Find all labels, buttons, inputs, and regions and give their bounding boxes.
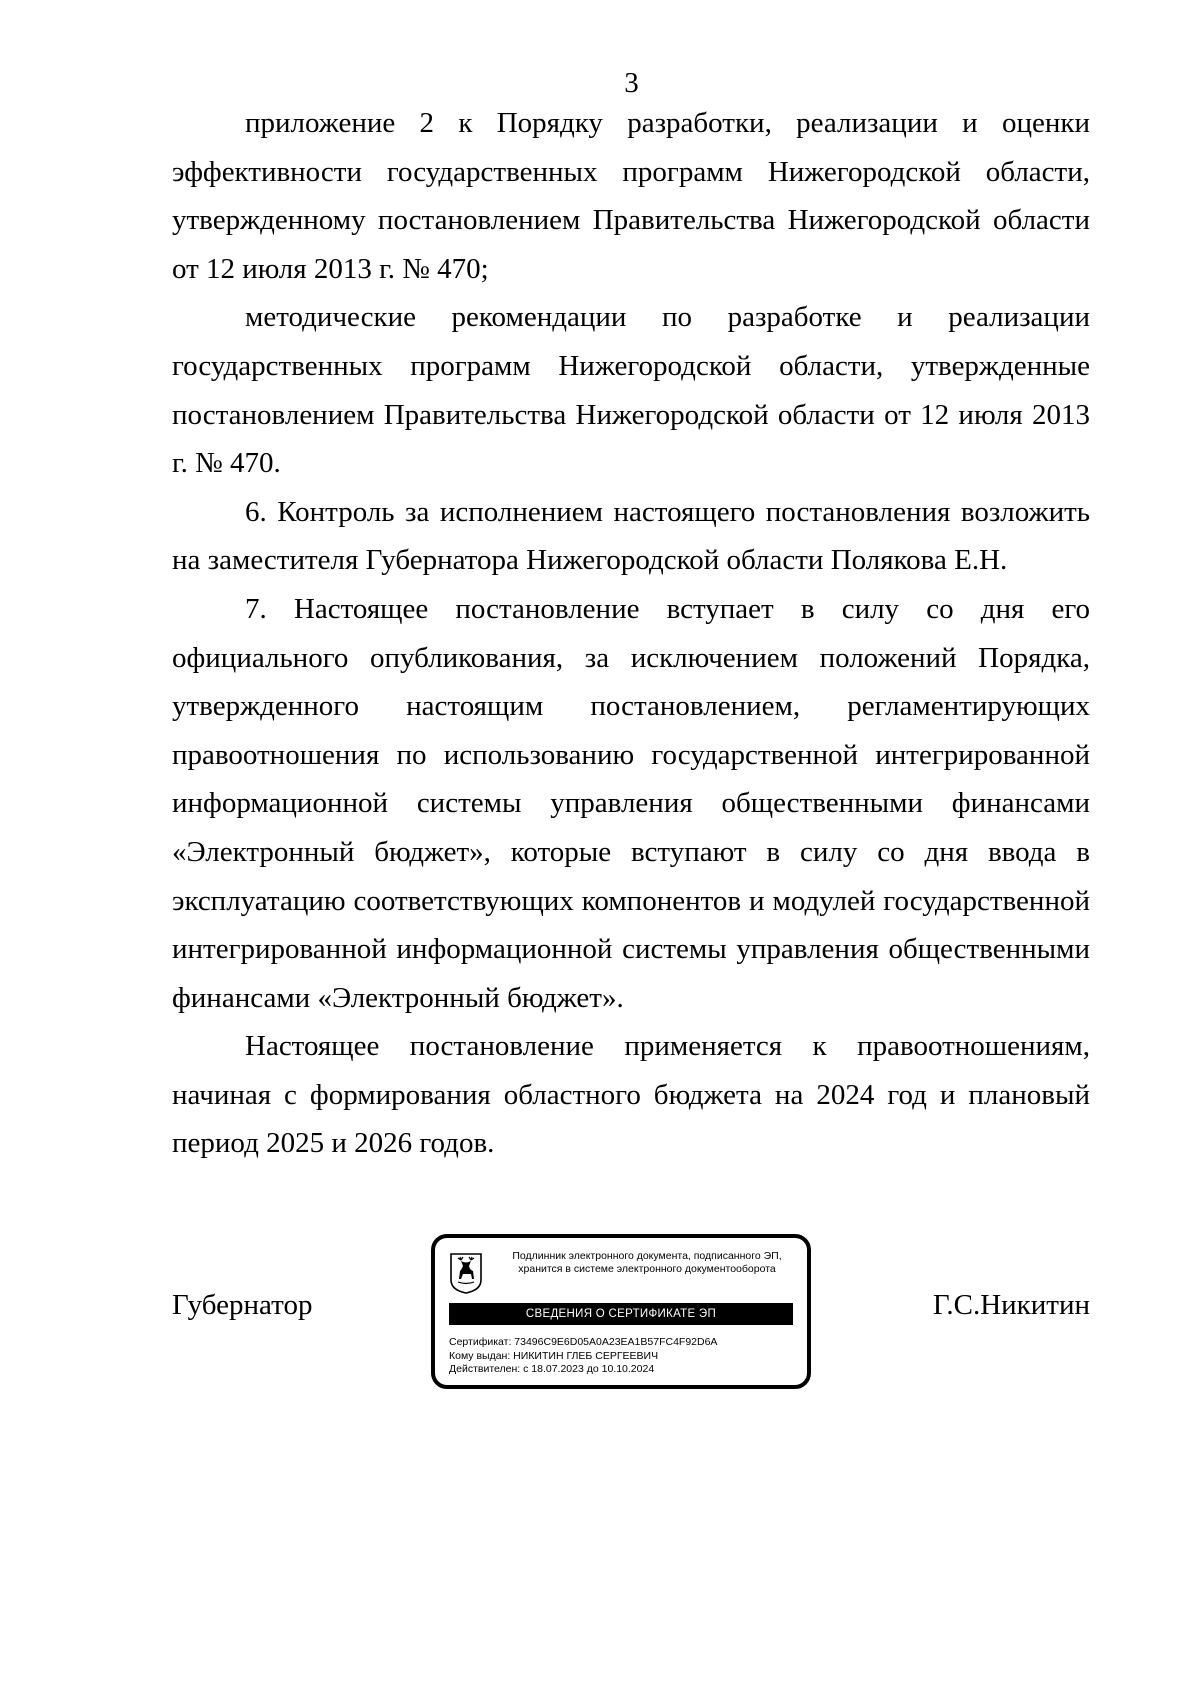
paragraph-applicability: Настоящее постановление применяется к правоотношениям, начиная с формирования областного бюджета на 2024 год и плановый период 2025 и 2026 годов. xyxy=(172,1030,1090,1160)
deer-emblem-icon xyxy=(449,1252,483,1294)
stamp-header-line-2: хранится в системе электронного документооборота xyxy=(518,1263,776,1275)
certificate-validity: Действителен: с 18.07.2023 до 10.10.2024 xyxy=(449,1363,655,1375)
page-number: 3 xyxy=(624,67,639,99)
paragraph-item-6: 6. Контроль за исполнением настоящего постановления возложить на заместителя Губернатора Нижегородской области Полякова Е.Н. xyxy=(172,495,1090,577)
stamp-certificate-details xyxy=(449,1336,799,1377)
paragraph-item-7: 7. Настоящее постановление вступает в силу со дня его официального опубликования, за исключением положений Порядка, утвержденного настоящим постановлением, регламентирующих правоотношения по использованию государственной интегрированной информационной системы управления общественными финансами «Электронный бюджет», которые вступают в силу со дня ввода в эксплуатацию соответствующих компонентов и модулей государственной интегрированной информационной системы управления общественными финансами «Электронный бюджет». xyxy=(172,592,1090,1014)
signatory-name: Г.С.Никитин xyxy=(932,1289,1090,1321)
signatory-position: Губернатор xyxy=(172,1289,313,1321)
paragraph-appendix: приложение 2 к Порядку разработки, реализации и оценки эффективности государственных программ Нижегородской области, утвержденному постановлением Правительства Нижегородской области от 12 июля 2013 г. № 470; xyxy=(172,107,1090,285)
document-body xyxy=(172,99,1090,1168)
certificate-owner: Кому выдан: НИКИТИН ГЛЕБ СЕРГЕЕВИЧ xyxy=(449,1349,659,1362)
paragraph-guidelines: методические рекомендации по разработке и реализации государственных программ Нижегородской области, утвержденные постановлением Правительства Нижегородской области от 12 июля 2013 г. № 470. xyxy=(172,301,1090,480)
stamp-header-line-1: Подлинник электронного документа, подписанного ЭП, xyxy=(512,1250,782,1262)
stamp-header xyxy=(489,1250,805,1276)
electronic-signature-stamp xyxy=(431,1234,811,1389)
stamp-certificate-title: СВЕДЕНИЯ О СЕРТИФИКАТЕ ЭП xyxy=(449,1303,793,1325)
certificate-number: Сертификат: 73496C9E6D05A0A23EA1B57FC4F92D6A xyxy=(449,1336,718,1348)
